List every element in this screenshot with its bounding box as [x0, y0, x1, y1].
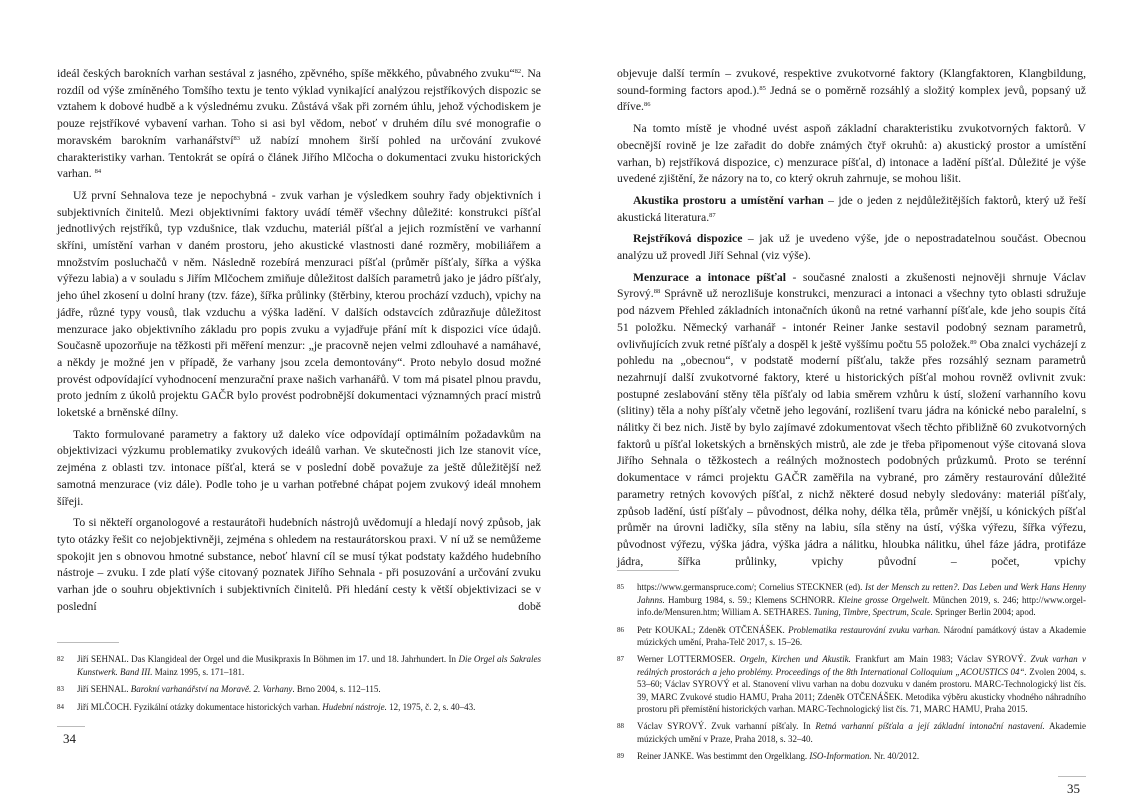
footnote-ref[interactable]: 82 — [514, 68, 522, 75]
text-run: už nabízí mnohem širší pohled na určování zvukové charakteristiky varhan. Tentokrát se opírá o článek Jiřího Mlčocha o dokumentaci zvuku historických varhan. — [57, 133, 541, 181]
text-run: Mainz 1995, s. 171–181. — [152, 666, 245, 677]
footnote-divider — [57, 642, 119, 643]
page-number: 35 — [1067, 780, 1080, 796]
footnote-number: 88 — [617, 722, 624, 731]
footnote — [57, 701, 541, 713]
text-run: Oba znalci vycházejí z pohledu na „obecnou“, v podstatě moderní píšťalu, takže přes rozsáhlý seznam parametrů nezahrnují další zvukotvorné faktory, které u historických píšťal mohou rovněž ovlivnit zvuk: postupné zeslabování stěny těla píšťaly od labia směrem vzhůru k ústí, složení varhanního kovu (slitiny) těla a nohy píšťaly včetně jeho legování, rozlišení tvaru jádra na kónické nebo paralelní, s nálitky či bez nich. Jistě by bylo zajímavé zdokumentovat všech těchto přibližně 60 zvukotvorných faktorů u píšťal loketských a brněnských mistrů, ale zde je třeba připomenout výše citovaná slova Jiřího Sehnala o těžkostech a reálných možnostech podobných průzkumů. Proto se terénní dokumentace v rámci projektu GAČR zaměřila na vybrané, pro záměry restaurování důležité parametry retných kovových píšťal, z nichž některé dosud nebyly sledovány: materiál píšťaly, způsob ladění, ústí píšťaly – původnost, délka nohy, délka těla, průměr vnější, u kónických píšťal průměr na úrovni ladičky, síla stěny na labiu, síla stěny na ústí, výška výřezu, šířka výřezu, původnost výřezu, výška jádra, výška jádra a nálitku, hloubka nálitku, úhel fáze jádra, protifáze jádra, šířka průlinky, vpichy původní – počet, vpichy — [617, 337, 1086, 568]
text-run: – jak už je uvedeno výše, jde o nepostradatelnou součást. Obecnou analýzu už provedl Jiří Sehnal (viz výše). — [617, 232, 1086, 263]
italic-title: Orgeln, Kirchen und Akustik. — [739, 654, 851, 665]
text-run: Frankfurt am Main 1983; Václav SYROVÝ. — [850, 654, 1031, 665]
footnote — [617, 750, 1086, 762]
footnote-ref[interactable]: 89 — [970, 338, 977, 346]
text-run: Takto formulované parametry a faktory už daleko více odpovídají optimálním požadavkům na objektivizaci výzkumu problematiky zvukových ideálů varhan. Ve skutečnosti jich lze stanovit více, zejména z oblasti tzv. intonace píšťal, která se v poslední době považuje za ještě důležitější než samotná menzurace (viz dále). Podle toho je u varhan potřebné chápat pojem zvukový ideál mnohem šířeji. — [57, 427, 541, 508]
footnote-number: 89 — [617, 752, 624, 761]
paragraph — [57, 515, 541, 615]
footnote-ref[interactable]: 86 — [643, 101, 651, 109]
footnote-number: 84 — [57, 702, 64, 711]
bold-lead: Menzurace a intonace píšťal — [633, 270, 786, 284]
footnote-divider — [617, 570, 679, 571]
text-run: Správně už nerozlišuje konstrukci, menzuraci a intonaci a všechny tyto oblasti sdružuje pod názvem Přehled základních intonačních úkonů na retné varhanní píšťale, kde jeho soupis čítá 51 položku. Německý varhanář - intonér Reiner Janke sestavil podobný seznam parametrů, ovlivňujících zvuk retné píšťaly a dospěl k ještě vyššímu počtu 55 položek. — [617, 287, 1086, 351]
footnote-number: 87 — [617, 655, 624, 664]
footnote — [617, 624, 1086, 649]
bold-lead: Rejstříková dispozice — [633, 232, 743, 246]
paragraph — [57, 66, 541, 183]
footnote — [57, 683, 541, 695]
text-run: Na tomto místě je vhodné uvést aspoň základní charakteristiku zvukotvorných faktorů. V obecnější rovině je lze zařadit do dobře známých čtyř okruhů: a) akustický prostor a umístění varhan, b) rejstříková dispozice, c) menzurace píšťal, d) intonace a ladění píšťal. Důležité je výše uvedené zjištění, že názory na to, co který okruh zahrnuje, se mohou lišit. — [617, 122, 1086, 186]
footnote-number: 82 — [57, 655, 64, 664]
text-run: objevuje další termín – zvukové, respektive zvukotvorné faktory (Klangfaktoren, Klangbildung, sound-forming factors apod.). — [617, 67, 1086, 97]
left-page — [57, 0, 541, 765]
text-run: . Na rozdíl od výše zmíněného Tomšího textu je tento výklad vynikající analýzou rejstříkových dispozic se vztahem k dobové hudbě a k výslednému zvuku. Zůstává však při zorném úhlu, jehož východiskem je pouze rejstříkové vybavení varhan. Toho si asi byl vědom, neboť v druhém dílu své monografie o moravském barokním varhanářství — [57, 67, 541, 147]
italic-title: Problematika restaurování zvuku varhan. — [788, 624, 941, 635]
text-run: Zvolen 2004, s. 53–60; Václav SYROVÝ et al. Stanovení vlivu varhan na dobu dozvuku v daném prostoru. MARC-Technologický list čís. 39, MARC Zvukové studio HAMU, Praha 2011; Zdeněk OTČENÁŠEK. Metodika výběru akusticky vhodného náhradního prostoru při přemístění historických varhan. MARC-Technologický list čís. 71, MARC HAMU, Praha 2015. — [637, 666, 1086, 715]
italic-title: Retná varhanní píšťala a její základní intonační nastavení. — [815, 721, 1045, 732]
paragraph — [617, 66, 1086, 116]
footnotes — [57, 653, 541, 718]
footnote-number: 85 — [617, 583, 624, 592]
text-run: Jiří MLČOCH. Fyzikální otázky dokumentace historických varhan. — [77, 701, 323, 712]
text-run: Petr KOUKAL; Zdeněk OTČENÁŠEK. — [637, 624, 789, 635]
paragraph — [617, 121, 1086, 188]
text-run: Jiří SEHNAL. — [77, 684, 131, 695]
footnote — [617, 720, 1086, 745]
italic-title: Die Orgel als Sakrales Kunstwerk. Band III. — [77, 654, 541, 677]
text-run: Jedná se o poměrně rozsáhlý a složitý komplex jevů, popsaný už dříve. — [617, 83, 1086, 114]
footnote-ref[interactable]: 88 — [653, 288, 661, 296]
footnote — [57, 653, 541, 678]
text-run: Hamburg 1984, s. 59.; Klemens SCHNORR. — [664, 594, 839, 605]
footnote-ref[interactable]: 84 — [94, 168, 102, 176]
paragraph — [57, 188, 541, 422]
text-run: Jiří SEHNAL. Das Klangideal der Orgel und die Musikpraxis In Böhmen im 17. und 18. Jahrhundert. In — [77, 654, 459, 665]
italic-title: Kleine grosse Orgelwelt. — [838, 594, 930, 605]
bold-lead: Akustika prostoru a umístění varhan — [633, 193, 824, 207]
text-run: 12, 1975, č. 2, s. 40–43. — [386, 701, 476, 712]
text-run: Už první Sehnalova teze je nepochybná - zvuk varhan je výsledkem souhry řady objektivních i subjektivních činitelů. Mezi objektivními faktory uvádí téměř všechny důležité: konstrukci píšťal jednotlivých rejstříků, typ vzdušnice, tlak vzduchu, materiál píšťal a jejich rozmístění ve varhanní skříni, umístění varhan v daném prostoru, jeho akustické vlastnosti dané rozměry, mobiliářem a množstvím posluchačů v něm. Následně rozebírá menzuraci píšťal (průměr píšťaly, šířka a výška výřezu labia) a v souladu s Jiřím Mlčochem zmiňuje důležitost dalších parametrů jako je jádro píšťaly, jeho úhel zkosení u dolní hrany (tzv. fáze), šířka průlinky (štěrbiny, kterou prochází vzduch), vpichy na jádře, různé typy vousů, tlak vzduchu a výška ladění. V dalších odstavcích zdůrazňuje důležitost menzurace jako objektivního základu pro popis zvuku a vyjadřuje přání mít k dispozici více údajů. Současně upozorňuje na těžkosti při měření menzur: „je pracovně nejen velmi zdlouhavé a namáhavé, a někdy je možné jen v případě, že varhany jsou zcela demontovány“. Proto nebylo dosud možné provést odpovídající vyhodnocení menzurační praxe našich varhanářů. V tom má pisatel plnou pravdu, proto jedním z úkolů projektu GAČR bylo provést podrobnější dokumentaci významných prací mistrů loketské a brněnské dílny. — [57, 188, 541, 420]
footnote-ref[interactable]: 83 — [233, 134, 241, 142]
footnote — [617, 653, 1086, 715]
italic-title: ISO-Information. — [809, 751, 872, 762]
text-run: . Brno 2004, s. 112–115. — [292, 684, 381, 695]
paragraph — [617, 231, 1086, 264]
text-run: Werner LOTTERMOSER. — [637, 654, 740, 665]
text-run: – jde o jeden z nejdůležitějších faktorů, který už řeší akustická literatura. — [617, 193, 1086, 224]
text-run: Springer Berlin 2004; apod. — [932, 607, 1036, 618]
footnote — [617, 581, 1086, 618]
body-text — [57, 66, 541, 616]
right-page — [617, 0, 1087, 796]
italic-title: Tuning, Timbre, Spectrum, Scale. — [813, 607, 933, 618]
italic-title: Ist der Mensch zu retten?. Das Leben und Werk Hans Henny Jahnns. — [637, 582, 1086, 605]
page-number-divider — [57, 726, 85, 727]
text-run: Václav SYROVÝ. Zvuk varhanní píšťaly. In — [637, 721, 816, 732]
footnote-number: 83 — [57, 685, 64, 694]
text-run: Reiner JANKE. Was bestimmt den Orgelklang. — [637, 751, 810, 762]
text-run: https://www.germanspruce.com/; Cornelius STECKNER (ed). — [637, 582, 866, 593]
italic-title: Barokní varhanářství na Moravě. 2. Varhany — [130, 684, 293, 695]
italic-title: Hudební nástroje. — [322, 701, 387, 712]
body-text — [617, 66, 1086, 570]
text-run: Nr. 40/2012. — [871, 751, 920, 762]
footnote-ref[interactable]: 85 — [759, 84, 766, 92]
text-run: ideál českých barokních varhan sestával z jasného, zpěvného, spíše měkkého, půvabného zvuku“ — [57, 67, 515, 80]
paragraph — [617, 270, 1086, 571]
footnote-number: 86 — [617, 625, 624, 634]
text-run: Akademie múzických umění v Praze, Praha 2018, s. 32–40. — [637, 721, 1087, 744]
footnote-ref[interactable]: 87 — [709, 211, 716, 219]
text-run: To si někteří organologové a restaurátoři hudebních nástrojů uvědomují a hledají nový způsob, jak tyto otázky řešit co nejobjektivněji, zejména s ohledem na restaurátorskou praxi. V ní už se nemůžeme spokojit jen s obnovou hmotné substance, neboť hlavní cíl se musí týkat podstaty každého hudebního nástroje – zvuku. I zde platí výše citovaný poznatek Jiřího Sehnala - při posuzování a určování zvuku varhan jde o souhru objektivních i subjektivních činitelů. Při hledání cesty k větší objektivizaci se v poslední době — [57, 516, 541, 613]
text-run: - současné znalosti a zkušenosti nejnověji shrnuje Václav Syrový. — [617, 270, 1086, 301]
page-number-divider — [1058, 776, 1086, 777]
page-number: 34 — [63, 731, 76, 746]
text-run: München 2019, s. 246; http://www.orgel-info.de/Mensuren.htm; William A. SETHARES. — [637, 594, 1087, 618]
text-run: Národní památkový ústav a Akademie múzických umění, Praha-Telč 2017, s. 15–26. — [637, 624, 1086, 648]
italic-title: Zvuk varhan v reálných prostorách a jeho problémy. Proceedings of the 8th International Colloquium „ACOUSTICS 04“. — [637, 654, 1086, 677]
footnotes — [617, 581, 1086, 767]
paragraph — [617, 193, 1086, 226]
paragraph — [57, 427, 541, 511]
